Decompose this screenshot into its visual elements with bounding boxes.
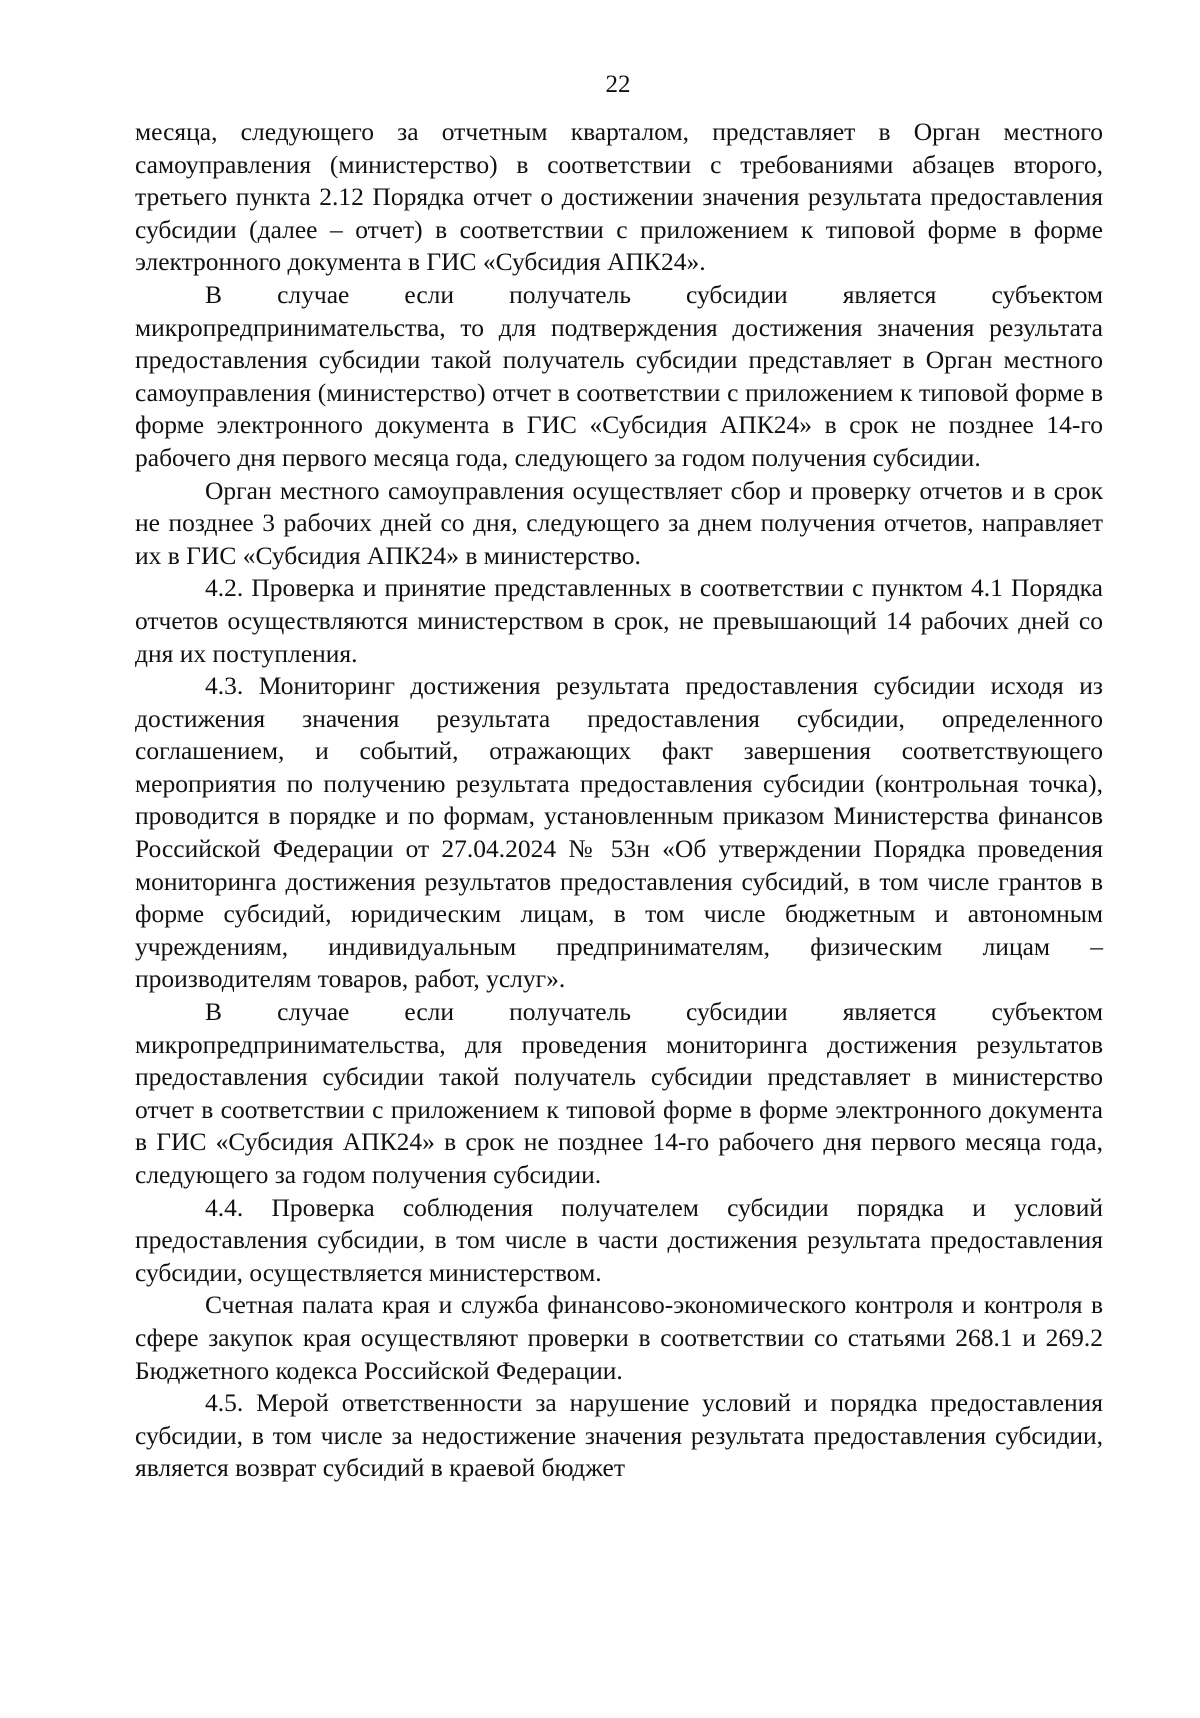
paragraph-section-4-3: 4.3. Мониторинг достижения результата предоставления субсидии исходя из достижения значения результата предоставления субсидии, определенного соглашением, и событий, отражающих факт завершения соответствующего мероприятия по получению результата предоставления субсидии (контрольная точка), проводится в порядке и по формам, установленным приказом Министерства финансов Российской Федерации от 27.04.2024 № 53н «Об утверждении Порядка проведения мониторинга достижения результатов предоставления субсидий, в том числе грантов в форме субсидий, юридическим лицам, в том числе бюджетным и автономным учреждениям, индивидуальным предпринимателям, физическим лицам – производителям товаров, работ, услуг».	[135, 671, 1103, 994]
paragraph-section-4-2: 4.2. Проверка и принятие представленных в соответствии с пунктом 4.1 Порядка отчетов осуществляются министерством в срок, не превышающий 14 рабочих дней со дня их поступления.	[135, 573, 1103, 668]
paragraph-section-4-4: 4.4. Проверка соблюдения получателем субсидии порядка и условий предоставления субсидии, в том числе в части достижения результата предоставления субсидии, осуществляется министерством.	[135, 1192, 1103, 1287]
paragraph-section-4-5: 4.5. Мерой ответственности за нарушение условий и порядка предоставления субсидии, в том числе за недостижение значения результата предоставления субсидии, является возврат субсидий в краевой бюджет	[135, 1388, 1103, 1483]
paragraph-report-continuation: месяца, следующего за отчетным кварталом, представляет в Орган местного самоуправления (министерство) в соответствии с требованиями абзацев второго, третьего пункта 2.12 Порядка отчет о достижении значения результата предоставления субсидии (далее – отчет) в соответствии с приложением к типовой форме в форме электронного документа в ГИС «Субсидия АПК24».	[135, 117, 1103, 277]
paragraph-micro-enterprise-monitoring: В случае если получатель субсидии является субъектом микропредпринимательства, для проведения мониторинга достижения результатов предоставления субсидии такой получатель субсидии представляет в министерство отчет в соответствии с приложением к типовой форме в форме электронного документа в ГИС «Субсидия АПК24» в срок не позднее 14-го рабочего дня первого месяца года, следующего за годом получения субсидии.	[135, 997, 1103, 1189]
page-number: 22	[605, 71, 631, 98]
paragraph-local-authority-collection: Орган местного самоуправления осуществляет сбор и проверку отчетов и в срок не позднее 3 рабочих дней со дня, следующего за днем получения отчетов, направляет их в ГИС «Субсидия АПК24» в министерство.	[135, 475, 1103, 570]
document-body	[135, 116, 1103, 1485]
paragraph-micro-enterprise-report: В случае если получатель субсидии является субъектом микропредпринимательства, то для подтверждения достижения значения результата предоставления субсидии такой получатель субсидии представляет в Орган местного самоуправления (министерство) отчет в соответствии с приложением к типовой форме в форме электронного документа в ГИС «Субсидия АПК24» в срок не позднее 14-го рабочего дня первого месяца года, следующего за годом получения субсидии.	[135, 279, 1103, 472]
paragraph-audit-chamber: Счетная палата края и служба финансово-экономического контроля и контроля в сфере закупок края осуществляют проверки в соответствии со статьями 268.1 и 269.2 Бюджетного кодекса Российской Федерации.	[135, 1290, 1103, 1385]
